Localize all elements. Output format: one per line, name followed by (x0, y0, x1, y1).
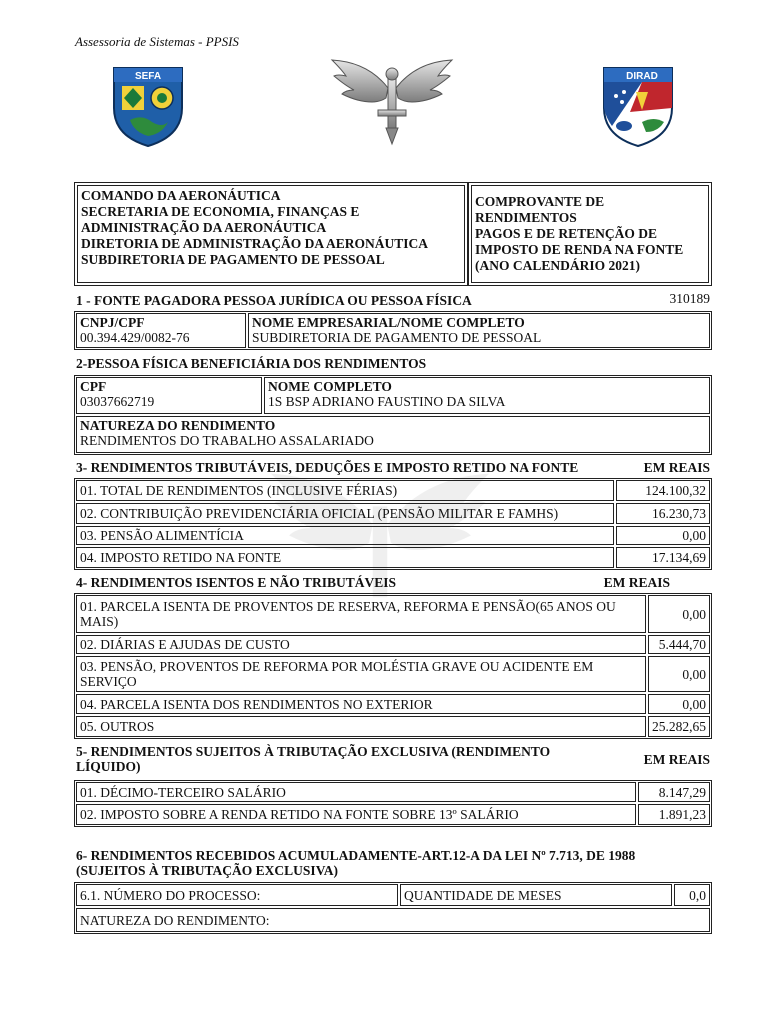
nature-cell (76, 416, 710, 453)
section-2-title: 2-PESSOA FÍSICA BENEFICIÁRIA DOS RENDIMENTOS (76, 356, 427, 371)
s4-row-3-label: 03. PENSÃO, PROVENTOS DE REFORMA POR MOLÉSTIA GRAVE OU ACIDENTE EM SERVIÇO (76, 656, 646, 692)
payer-name-label: NOME EMPRESARIAL/NOME COMPLETO (252, 315, 525, 330)
cpf-label: CPF (80, 379, 107, 394)
cnpj-cell (76, 313, 246, 348)
sefa-logo-text: SEFA (134, 71, 162, 82)
section-6-title: 6- RENDIMENTOS RECEBIDOS ACUMULADAMENTE-ART.12-A DA LEI Nº 7.713, DE 1988 (SUJEITOS À TRIBUTAÇÃO EXCLUSIVA) (76, 848, 636, 878)
cpf-value: 03037662719 (80, 394, 155, 409)
s3-row-3-label: 03. PENSÃO ALIMENTÍCIA (76, 526, 614, 545)
s3-row-2-value: 16.230,73 (616, 503, 710, 524)
s4-row-5-label: 05. OUTROS (76, 716, 646, 737)
nature-label: NATUREZA DO RENDIMENTO (80, 418, 276, 433)
s5-row-1-value: 8.147,29 (638, 782, 710, 802)
s4-row-5-value: 25.282,65 (648, 716, 710, 737)
s4-row-3-value: 0,00 (648, 656, 710, 692)
page-caption: Assessoria de Sistemas - PPSIS (75, 34, 239, 49)
header-left-box (77, 185, 465, 283)
process-number-label: 6.1. NÚMERO DO PROCESSO: (76, 884, 398, 906)
section-3-unit: EM REAIS (643, 460, 710, 475)
section-1-title: 1 - FONTE PAGADORA PESSOA JURÍDICA OU PESSOA FÍSICA (76, 293, 472, 308)
section-4-unit: EM REAIS (603, 575, 670, 590)
section-5-title: 5- RENDIMENTOS SUJEITOS À TRIBUTAÇÃO EXCLUSIVA (RENDIMENTO LÍQUIDO) (76, 744, 551, 774)
nature-value: RENDIMENTOS DO TRABALHO ASSALARIADO (80, 433, 374, 448)
payer-name-value: SUBDIRETORIA DE PAGAMENTO DE PESSOAL (252, 330, 542, 345)
s3-row-4-value: 17.134,69 (616, 547, 710, 568)
payer-name-cell (248, 313, 710, 348)
s4-row-4-value: 0,00 (648, 694, 710, 714)
header-left-line-3: ADMINISTRAÇÃO DA AERONÁUTICA (81, 220, 327, 235)
s4-row-1-label: 01. PARCELA ISENTA DE PROVENTOS DE RESERVA, REFORMA E PENSÃO(65 ANOS OU MAIS) (76, 595, 646, 633)
s4-row-2-value: 5.444,70 (648, 635, 710, 654)
s3-row-1-label: 01. TOTAL DE RENDIMENTOS (INCLUSIVE FÉRIAS) (76, 480, 614, 501)
header-right-line-1: COMPROVANTE DE (475, 194, 605, 209)
months-value: 0,0 (674, 884, 710, 906)
s5-row-1-label: 01. DÉCIMO-TERCEIRO SALÁRIO (76, 782, 636, 802)
dirad-logo-text: DIRAD (626, 71, 658, 82)
header-right-line-3: PAGOS E DE RETENÇÃO DE (475, 226, 658, 241)
s3-row-3-value: 0,00 (616, 526, 710, 545)
s5-row-2-value: 1.891,23 (638, 804, 710, 825)
s4-row-2-label: 02. DIÁRIAS E AJUDAS DE CUSTO (76, 635, 646, 654)
header-right-line-4: IMPOSTO DE RENDA NA FONTE (475, 242, 684, 257)
s3-row-1-value: 124.100,32 (616, 480, 710, 501)
air-force-wings-emblem (328, 58, 456, 146)
s3-row-4-label: 04. IMPOSTO RETIDO NA FONTE (76, 547, 614, 568)
months-label: QUANTIDADE DE MESES (400, 884, 672, 906)
s4-row-4-label: 04. PARCELA ISENTA DOS RENDIMENTOS NO EXTERIOR (76, 694, 646, 714)
section-5-unit: EM REAIS (643, 752, 710, 767)
header-right-line-2: RENDIMENTOS (475, 210, 577, 225)
header-left-line-1: COMANDO DA AERONÁUTICA (81, 188, 281, 203)
cnpj-value: 00.394.429/0082-76 (80, 330, 190, 345)
cnpj-label: CNPJ/CPF (80, 315, 145, 330)
s3-row-2-label: 02. CONTRIBUIÇÃO PREVIDENCIÁRIA OFICIAL (PENSÃO MILITAR E FAMHS) (76, 503, 614, 524)
sefa-logo (112, 66, 184, 148)
cpf-cell (76, 377, 262, 414)
header-left-line-2: SECRETARIA DE ECONOMIA, FINANÇAS E (81, 204, 360, 219)
s5-row-2-label: 02. IMPOSTO SOBRE A RENDA RETIDO NA FONTE SOBRE 13º SALÁRIO (76, 804, 636, 825)
dirad-logo (602, 66, 674, 148)
header-right-line-5: (ANO CALENDÁRIO 2021) (475, 258, 640, 273)
section-1-code: 310189 (669, 291, 710, 306)
header-left-line-5: SUBDIRETORIA DE PAGAMENTO DE PESSOAL (81, 252, 385, 267)
beneficiary-name-label: NOME COMPLETO (268, 379, 392, 394)
header-left-line-4: DIRETORIA DE ADMINISTRAÇÃO DA AERONÁUTICA (81, 236, 429, 251)
s6-nature-label: NATUREZA DO RENDIMENTO: (76, 908, 710, 932)
header-right-box (471, 185, 709, 283)
beneficiary-name-value: 1S BSP ADRIANO FAUSTINO DA SILVA (268, 394, 506, 409)
section-3-title: 3- RENDIMENTOS TRIBUTÁVEIS, DEDUÇÕES E IMPOSTO RETIDO NA FONTE (76, 460, 579, 475)
s4-row-1-value: 0,00 (648, 595, 710, 633)
section-4-title: 4- RENDIMENTOS ISENTOS E NÃO TRIBUTÁVEIS (76, 575, 396, 590)
beneficiary-name-cell (264, 377, 710, 414)
